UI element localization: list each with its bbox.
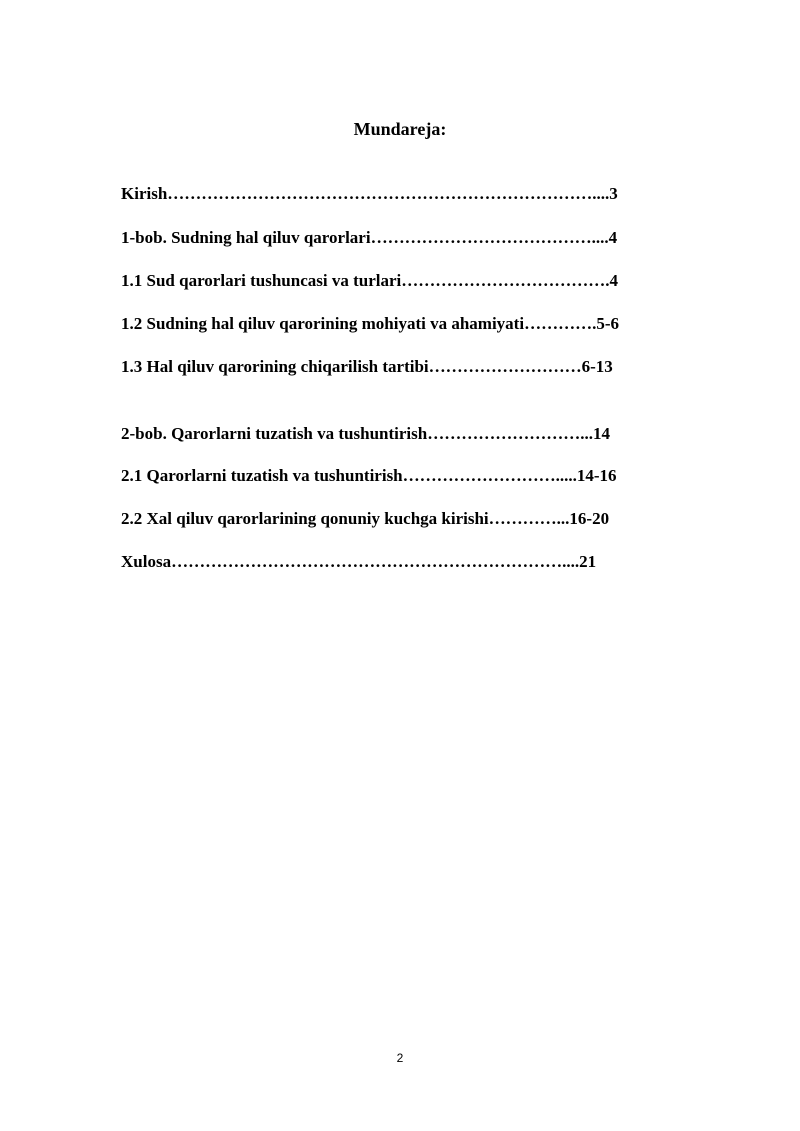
toc-entry-1-1: 1.1 Sud qarorlari tushuncasi va turlari……………………………….4 <box>121 271 618 290</box>
toc-entry-1-3: 1.3 Hal qiluv qarorining chiqarilish tartibi………………………6-13 <box>121 357 613 376</box>
toc-entry-chapter-1: 1-bob. Sudning hal qiluv qarorlari…………………………………....4 <box>121 228 618 247</box>
toc-entry-2-2: 2.2 Xal qiluv qarorlarining qonuniy kuchga kirishi…………...16-20 <box>121 509 610 528</box>
toc-entry-1-2: 1.2 Sudning hal qiluv qarorining mohiyati va ahamiyati………….5-6 <box>121 314 619 333</box>
toc-entry-xulosa: Xulosa……………………………………………………………....21 <box>121 552 597 571</box>
page-title: Mundareja: <box>353 119 447 139</box>
toc-entry-kirish: Kirish…………………………………………………………………....3 <box>121 184 618 203</box>
toc-entry-2-1: 2.1 Qarorlarni tuzatish va tushuntirish……………………….....14-16 <box>121 466 617 485</box>
toc-entry-chapter-2: 2-bob. Qarorlarni tuzatish va tushuntirish………………………...14 <box>121 424 610 443</box>
page-number: 2 <box>396 1051 404 1065</box>
